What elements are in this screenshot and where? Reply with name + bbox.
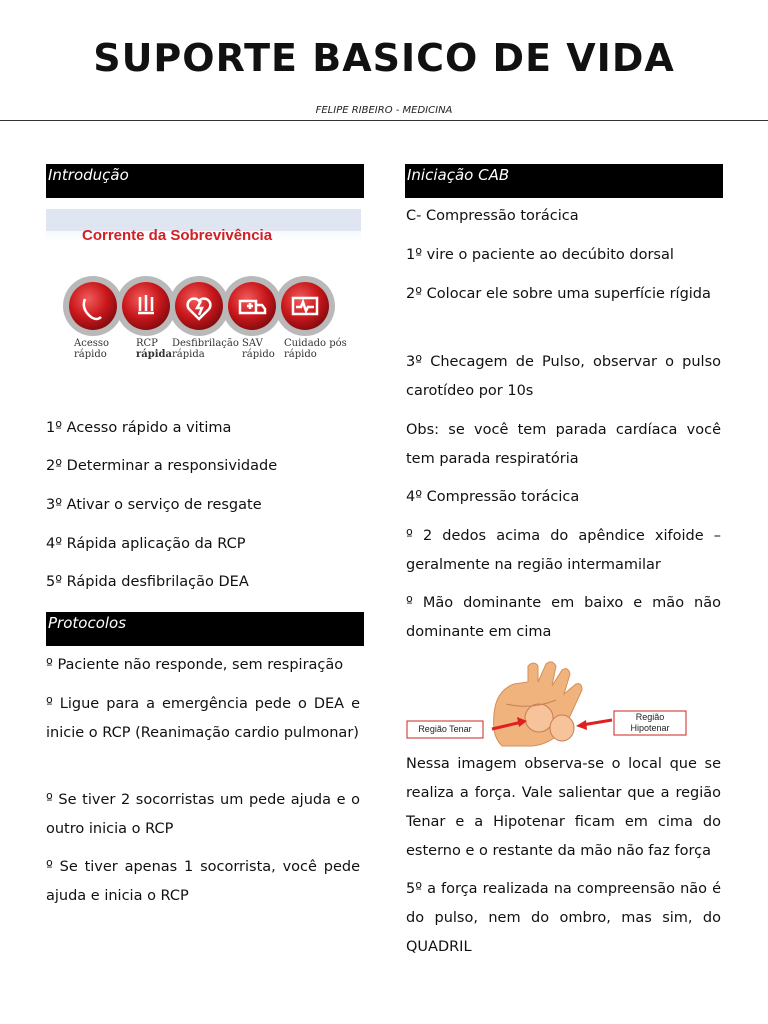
chain-caption-4: SAV rápido [242, 338, 275, 360]
hand-illustration [494, 662, 582, 746]
protocol-heading [46, 612, 364, 646]
cab-heading-label: Iniciação CAB [407, 166, 510, 184]
protocol-2: º Ligue para a emergência pede o DEA e inicie o RCP (Reanimação cardio pulmonar) [46, 696, 360, 741]
step-1: 1º Acesso rápido a vitima [46, 420, 232, 436]
cab-para-4: 3º Checagem de Pulso, observar o pulso carotídeo por 10s [406, 354, 721, 399]
chain-caption-1: Acesso rápido [74, 338, 110, 360]
chain-of-survival-figure [46, 209, 361, 399]
cab-para-7: º 2 dedos acima do apêndice xifoide – geralmente na região intermamilar [406, 528, 721, 573]
protocol-3: º Se tiver 2 socorristas um pede ajuda e o outro inicia o RCP [46, 792, 360, 837]
cab-para-8: º Mão dominante em baixo e mão não dominante em cima [406, 595, 721, 640]
intro-heading [46, 164, 364, 198]
header-divider [0, 120, 768, 121]
cab-para-10: 5º a força realizada na compreensão não é do pulso, nem do ombro, mas sim, do QUADRIL [406, 881, 721, 955]
cab-para-2: 1º vire o paciente ao decúbito dorsal [406, 247, 674, 263]
label-tenar: Região Tenar [418, 724, 472, 734]
step-5: 5º Rápida desfibrilação DEA [46, 574, 249, 590]
label-hipotenar: Região Hipotenar [630, 712, 670, 733]
hand-graphic [406, 660, 688, 748]
cab-para-5: Obs: se você tem parada cardíaca você tem parada respiratória [406, 422, 721, 467]
cab-para-1: C- Compressão torácica [406, 208, 579, 224]
step-2: 2º Determinar a responsividade [46, 458, 278, 474]
cab-para-6: 4º Compressão torácica [406, 489, 580, 505]
page-title: SUPORTE BASICO DE VIDA [93, 36, 675, 80]
hand-figure [406, 660, 688, 748]
chain-caption-2: RCP rápida [136, 338, 173, 360]
step-4: 4º Rápida aplicação da RCP [46, 536, 246, 552]
protocol-heading-label: Protocolos [48, 614, 127, 632]
chain-caption-3: Desfibrilação rápida [172, 338, 239, 360]
step-3: 3º Ativar o serviço de resgate [46, 497, 262, 513]
protocol-4: º Se tiver apenas 1 socorrista, você pede ajuda e inicia o RCP [46, 859, 360, 904]
cab-heading [405, 164, 723, 198]
protocol-1: º Paciente não responde, sem respiração [46, 657, 344, 673]
chain-figure-title: Corrente da Sobrevivência [82, 227, 273, 244]
chain-caption-5: Cuidado pós rápido [284, 338, 347, 360]
cab-para-9: Nessa imagem observa-se o local que se realiza a força. Vale salientar que a região Tenar e a Hipotenar ficam em cima do esterno e o restante da mão não faz força [406, 756, 721, 859]
author-line: FELIPE RIBEIRO - MEDICINA [315, 105, 453, 116]
cab-para-3: 2º Colocar ele sobre uma superfície rígida [406, 286, 711, 302]
intro-heading-label: Introdução [48, 166, 129, 184]
phone-icon [69, 282, 117, 330]
